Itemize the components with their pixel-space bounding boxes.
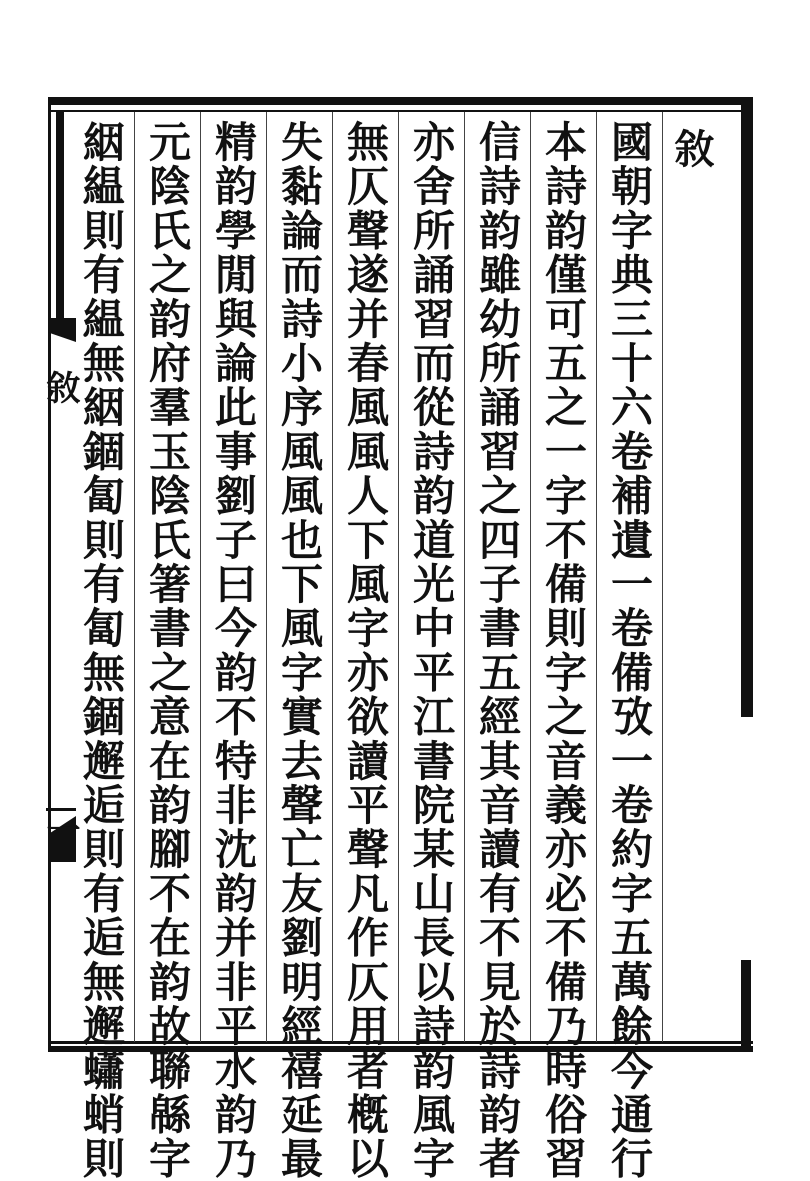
column-rule <box>596 112 597 1042</box>
column-rule <box>464 112 465 1042</box>
left-border <box>48 97 51 1047</box>
column-rule <box>530 112 531 1042</box>
top-inner-border <box>48 110 753 112</box>
margin-title: 敘 <box>40 370 80 404</box>
column-rule <box>266 112 267 1042</box>
text-column-7: 精韵學閒與論此事劉子曰今韵不特非沈韵并非平水韵乃 <box>209 120 258 1181</box>
text-column-2: 本詩韵僅可五之一字不備則字之音義亦必不備乃時俗習 <box>539 120 588 1181</box>
right-border <box>741 97 753 717</box>
column-rule <box>332 112 333 1042</box>
fish-tail-line <box>46 808 76 811</box>
margin-page-number: 一 <box>40 812 80 846</box>
text-column-9: 絪緼則有緼無絪錮匐則有匐無錮邂逅則有逅無邂蠨蛸則 <box>77 120 126 1181</box>
fish-tail-mark-upper <box>48 318 76 342</box>
right-lower-border <box>741 960 751 1050</box>
column-rule <box>200 112 201 1042</box>
left-thick-border <box>56 110 64 320</box>
text-column-4: 亦舍所誦習而從詩韵道光中平江書院某山長以詩韵風字 <box>407 120 456 1181</box>
text-column-6: 失黏論而詩小序風風也下風字實去聲亡友劉明經禧延最 <box>275 120 324 1181</box>
column-rule <box>134 112 135 1042</box>
column-rule <box>398 112 399 1042</box>
text-column-3: 信詩韵雖幼所誦習之四子書五經其音讀有不見於詩韵者 <box>473 120 522 1181</box>
top-border <box>48 97 753 105</box>
text-column-5: 無仄聲遂并春風風人下風字亦欲讀平聲凡作仄用者槪以 <box>341 120 390 1181</box>
column-rule <box>662 112 663 1042</box>
text-column-8: 元陰氏之韵府羣玉陰氏箸書之意在韵腳不在韵故聯緜字 <box>143 120 192 1181</box>
text-column-1: 國朝字典三十六卷補遺一卷備攷一卷約字五萬餘今通行 <box>605 120 654 1181</box>
section-heading: 敘 <box>668 128 715 168</box>
